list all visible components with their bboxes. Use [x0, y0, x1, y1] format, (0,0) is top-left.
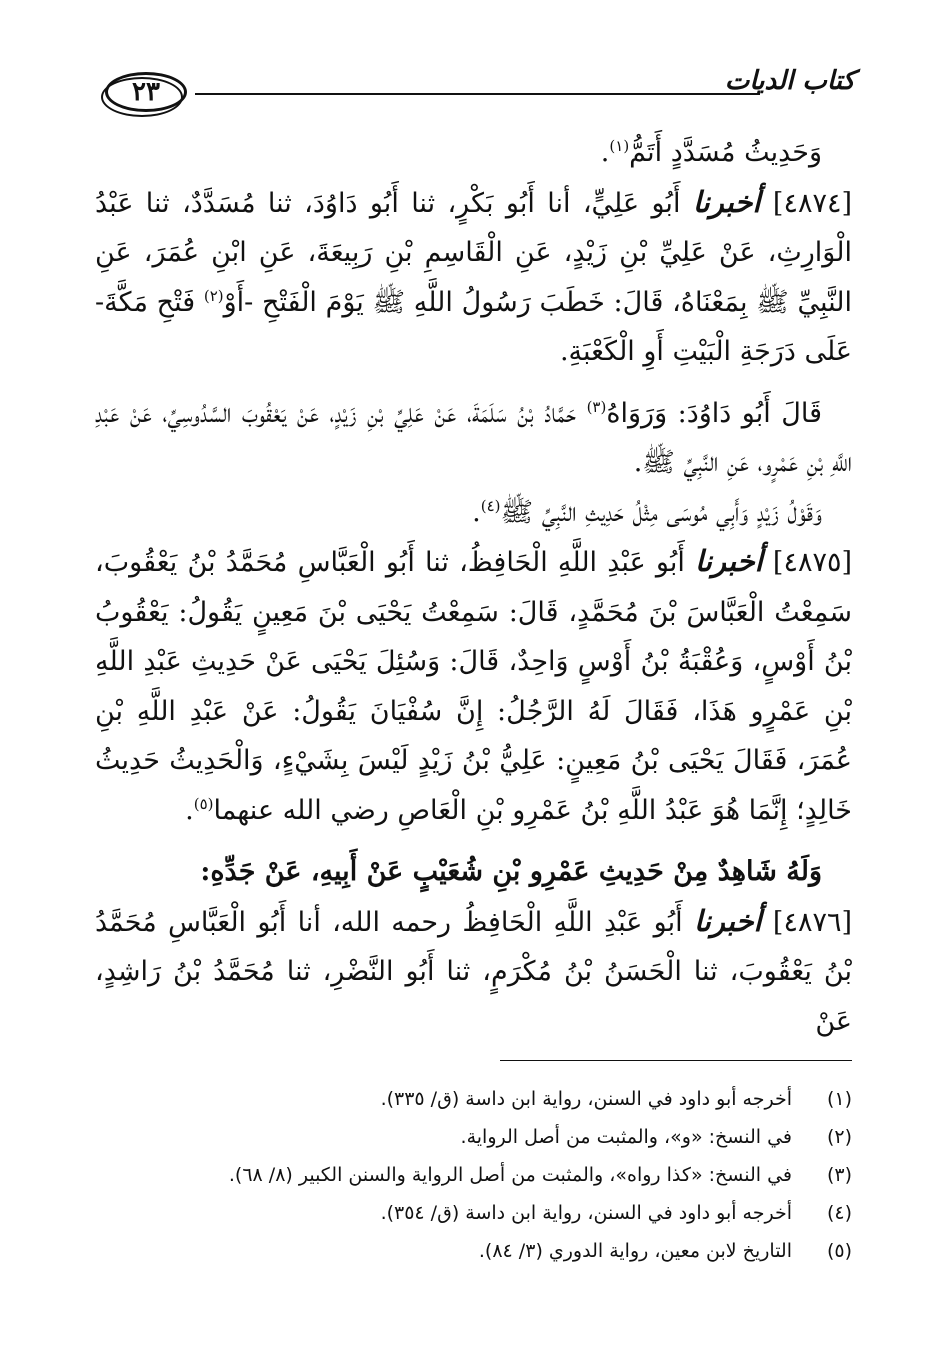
- footnote-ref-3[interactable]: (٣): [586, 397, 607, 416]
- hadith-4876: [٤٨٧٦] أخبرنا أَبُو عَبْدِ اللَّهِ الْحَافِظُ رحمه الله، أنا أَبُو الْعَبَّاسِ مُحَمَّدُ بْنُ يَعْقُوبَ، ثنا الْحَسَنُ بْنُ مُكْرَمٍ، ثنا أَبُو النَّضْرِ، ثنا مُحَمَّدُ بْنُ رَاشِدٍ، عَنْ: [95, 903, 852, 1037]
- footnote-item: [95, 1156, 852, 1194]
- paragraph-zayd: وَقَوْلُ زَيْدٍ وَأَبِي مُوسَى مِثْلُ حَدِيثِ النَّبِيِّ ﷺ$^{(٤)}$.: [472, 496, 822, 528]
- footnote-item: [95, 1118, 852, 1156]
- paragraph-1: وَحَدِيثُ مُسَدَّدٍ أَتَمُّ$^{(١)}$.: [600, 137, 822, 168]
- footnote-number: (٢): [826, 1126, 852, 1148]
- akhbarana-lead: أخبرنا: [693, 903, 762, 938]
- header-rule: [195, 93, 760, 95]
- footnote-ref-1[interactable]: (١): [609, 137, 630, 155]
- hadith-number: [٤٨٧٥]: [772, 547, 853, 578]
- footnote-text: التاريخ لابن معين، رواية الدوري (٣/ ٨٤).: [478, 1240, 792, 1262]
- footnotes: [95, 1080, 852, 1270]
- footnote-number: (٥): [826, 1240, 852, 1262]
- footnote-item: [95, 1232, 852, 1270]
- footnote-item: [95, 1080, 852, 1118]
- footnote-item: [95, 1194, 852, 1232]
- footnote-ref-2[interactable]: (٢): [203, 286, 224, 305]
- footnote-text: في النسخ: «كذا رواه»، والمثبت من أصل الرواية والسنن الكبير (٨/ ٦٨).: [228, 1164, 792, 1186]
- paragraph-abu-dawud: قَالَ أَبُو دَاوُدَ: وَرَوَاهُ$^{(٣)}$ حَمَّادُ بْنُ سَلَمَةَ، عَنْ عَلِيِّ بْنِ زَيْدٍ، عَنْ يَعْقُوبَ السَّدُوسِيِّ، عَنْ عَبْدِ اللَّهِ بْنِ عَمْرٍو، عَنِ النَّبِيِّ ﷺ.: [95, 397, 852, 478]
- hadith-4875: [٤٨٧٥] أخبرنا أَبُو عَبْدِ اللَّهِ الْحَافِظُ، ثنا أَبُو الْعَبَّاسِ مُحَمَّدُ بْنُ يَعْقُوبَ، سَمِعْتُ الْعَبَّاسَ بْنَ مُحَمَّدٍ، قَالَ: سَمِعْتُ يَحْيَى بْنَ مَعِينٍ يَقُولُ: يَعْقُوبُ بْنُ أَوْسٍ، وَعُقْبَةُ بْنُ أَوْسٍ وَاحِدٌ، قَالَ: وَسُئِلَ يَحْيَى عَنْ حَدِيثِ عَبْدِ اللَّهِ بْنِ عَمْرٍو هَذَا، فَقَالَ لَهُ الرَّجُلُ: إِنَّ سُفْيَانَ يَقُولُ: عَنْ عَبْدِ اللَّهِ بْنِ عُمَرَ، فَقَالَ يَحْيَى بْنُ مَعِينٍ: عَلِيُّ بْنُ زَيْدٍ لَيْسَ بِشَيْءٍ، وَالْحَدِيثُ حَدِيثُ خَالِدٍ؛ إِنَّمَا هُوَ عَبْدُ اللَّهِ بْنُ عَمْرِو بْنِ الْعَاصِ رضي الله عنهما$^{(٥)}$.: [95, 544, 853, 826]
- book-title-logo: كتاب الديات: [724, 66, 855, 96]
- page-header: [95, 66, 855, 126]
- footnote-text: أخرجه أبو داود في السنن، رواية ابن داسة (ق/ ٣٣٥).: [380, 1088, 792, 1110]
- akhbarana-lead: أخبرنا: [692, 184, 761, 219]
- footnote-ref-5[interactable]: (٥): [193, 794, 214, 813]
- footnote-ref-4[interactable]: (٤): [480, 496, 501, 515]
- hadith-4874: [٤٨٧٤] أخبرنا أَبُو عَلِيٍّ، أنا أَبُو بَكْرٍ، ثنا أَبُو دَاوُدَ، ثنا مُسَدَّدٌ، ثنا عَبْدُ الْوَارِثِ، عَنْ عَلِيِّ بْنِ زَيْدٍ، عَنِ الْقَاسِمِ بْنِ رَبِيعَةَ، عَنِ ابْنِ عُمَرَ، عَنِ النَّبِيِّ ﷺ بِمَعْنَاهُ، قَالَ: خَطَبَ رَسُولُ اللَّهِ ﷺ يَوْمَ الْفَتْحِ -أَوْ$^{(٢)}$ فَتْحِ مَكَّةَ- عَلَى دَرَجَةِ الْبَيْتِ أَوِ الْكَعْبَةِ.: [95, 184, 852, 367]
- footnote-text: في النسخ: «و»، والمثبت من أصل الرواية.: [460, 1126, 792, 1148]
- hadith-number: [٤٨٧٤]: [772, 187, 852, 219]
- footnote-number: (٣): [826, 1164, 852, 1186]
- akhbarana-lead: أخبرنا: [695, 544, 763, 578]
- footnote-text: أخرجه أبو داود في السنن، رواية ابن داسة (ق/ ٣٥٤).: [380, 1202, 792, 1224]
- footnote-number: (١): [826, 1088, 852, 1110]
- footnote-number: (٤): [826, 1202, 852, 1224]
- section-subheading: وَلَهُ شَاهِدٌ مِنْ حَدِيثِ عَمْرِو بْنِ شُعَيْبٍ عَنْ أَبِيهِ، عَنْ جَدِّهِ:: [200, 856, 822, 887]
- hadith-number: [٤٨٧٦]: [772, 906, 852, 938]
- page-number: ٢٣: [105, 72, 187, 112]
- footnote-separator: [500, 1060, 852, 1061]
- main-text: [95, 128, 852, 1046]
